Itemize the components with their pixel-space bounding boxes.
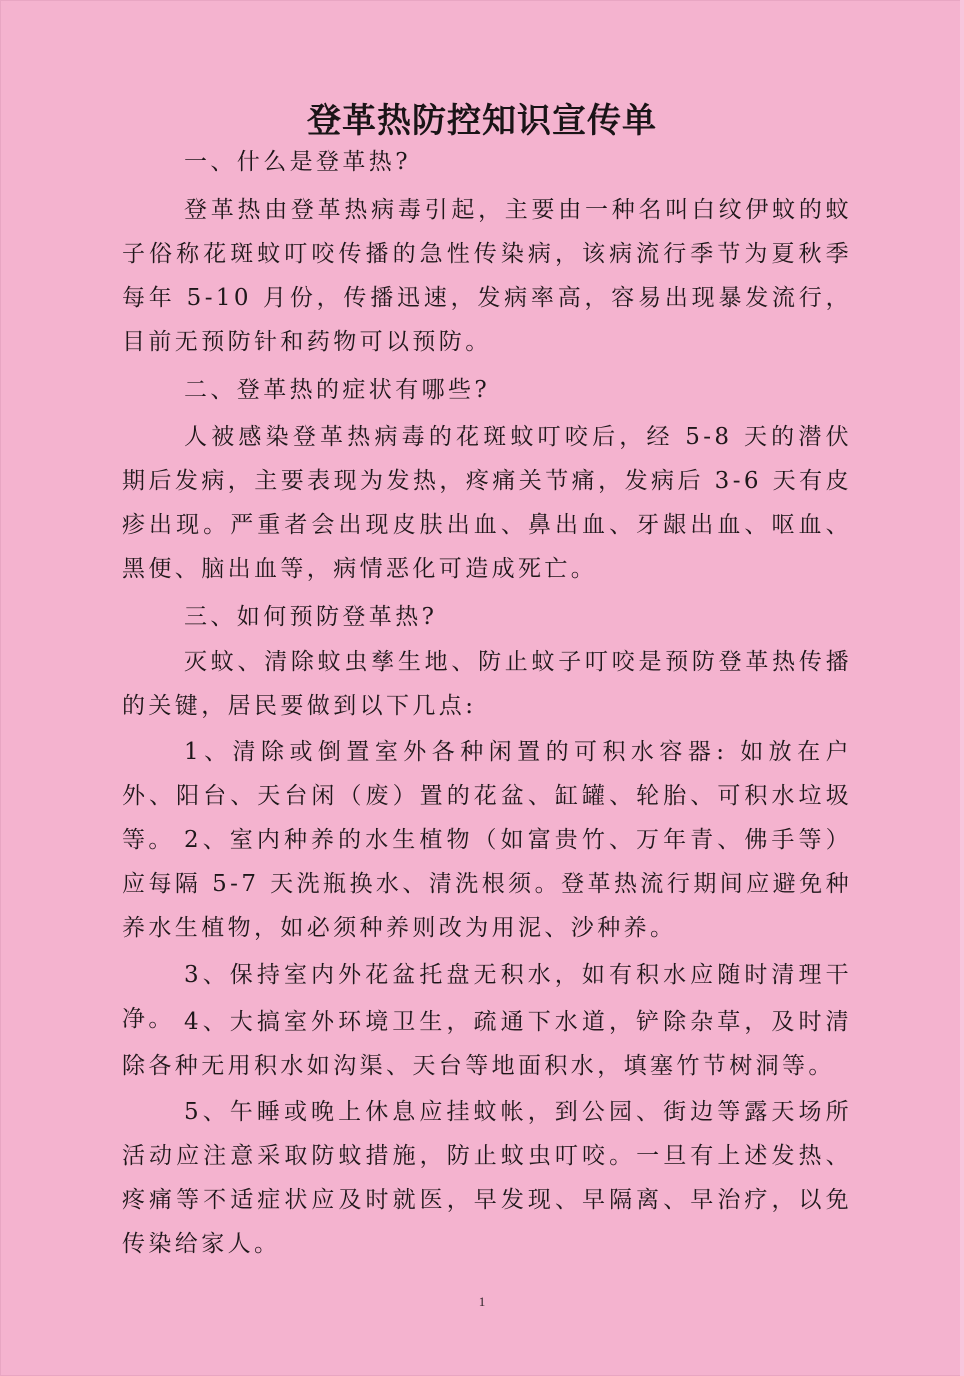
section2-body: 人被感染登革热病毒的花斑蚊叮咬后，经 5-8 天的潜伏期后发病，主要表现为发热，疼痛关节痛，发病后 3-6 天有皮疹出现。严重者会出现皮肤出血、鼻出血、牙龈出血、呕血、黑便、脑出血等，病情恶化可造成死亡。 (122, 424, 852, 582)
prevention-item-4: 4、大搞室外环境卫生，疏通下水道，铲除杂草，及时清除各种无用积水如沟渠、天台等地面积水，填塞竹节树洞等。 (122, 1009, 852, 1079)
prevention-item-1: 1、清除或倒置室外各种闲置的可积水容器: 如放在户外、阳台、天台闲（废）置的花盆、缸罐、轮胎、可积水垃圾等。 (122, 739, 852, 853)
prevention-item-3: 3、保持室内外花盆托盘无积水，如有积水应随时清理干净。 (122, 962, 852, 1032)
page-number: 1 (478, 1294, 486, 1309)
section1-heading: 一、什么是登革热? (184, 149, 411, 175)
section1-body: 登革热由登革热病毒引起，主要由一种名叫白纹伊蚊的蚊子俗称花斑蚊叮咬传播的急性传染病，该病流行季节为夏秋季每年 5-10 月份，传播迅速，发病率高，容易出现暴发流行，目前无预防针和药物可以预防。 (122, 197, 852, 355)
scan-edge (960, 0, 964, 1376)
section3-intro: 灭蚊、清除蚊虫孳生地、防止蚊子叮咬是预防登革热传播的关键，居民要做到以下几点: (122, 649, 852, 719)
prevention-item-5: 5、午睡或晚上休息应挂蚊帐，到公园、街边等露天场所活动应注意采取防蚊措施，防止蚊虫叮咬。一旦有上述发热、疼痛等不适症状应及时就医，早发现、早隔离、早治疗，以免传染给家人。 (122, 1099, 852, 1257)
section2-heading: 二、登革热的症状有哪些? (184, 377, 491, 403)
section3-heading: 三、如何预防登革热? (184, 604, 438, 630)
document-title: 登革热防控知识宣传单 (307, 101, 657, 141)
prevention-item-2: 2、室内种养的水生植物（如富贵竹、万年青、佛手等）应每隔 5-7 天洗瓶换水、清洗根须。登革热流行期间应避免种养水生植物，如必须种养则改为用泥、沙种养。 (122, 827, 852, 941)
